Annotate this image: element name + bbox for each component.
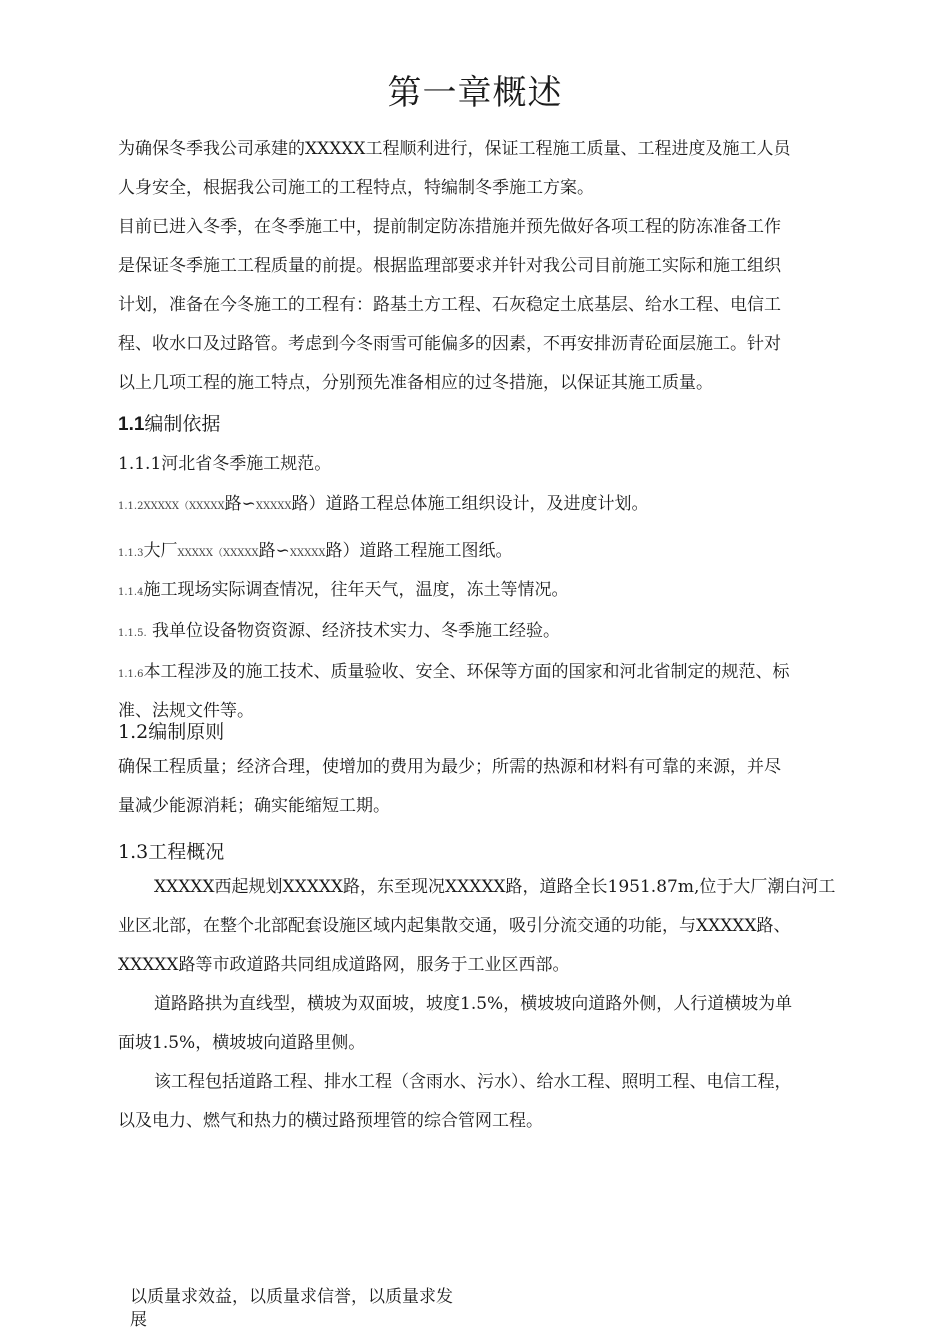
list-item: 1.1.6本工程涉及的施工技术、质量验收、安全、环保等方面的国家和河北省制定的规范、标 bbox=[118, 662, 790, 682]
list-item-continuation: 准、法规文件等。 bbox=[118, 701, 254, 721]
paragraph-line: 以及电力、燃气和热力的横过路预埋管的综合管网工程。 bbox=[118, 1111, 543, 1131]
list-item: 1.1.5. 我单位设备物资资源、经济技术实力、冬季施工经验。 bbox=[118, 621, 561, 641]
item-number: 1.1.1 bbox=[118, 454, 162, 474]
page-footer bbox=[130, 1286, 490, 1332]
list-item: 1.1.1河北省冬季施工规范。 bbox=[118, 454, 332, 474]
paragraph-line: 面坡1.5%，横坡坡向道路里侧。 bbox=[118, 1033, 366, 1053]
intro-line: 是保证冬季施工工程质量的前提。根据监理部要求并针对我公司目前施工实际和施工组织 bbox=[118, 256, 781, 276]
paragraph-line: XXXXX西起规划XXXXX路，东至现况XXXXX路，道路全长1951.87m,位于大厂潮白河工 bbox=[154, 877, 836, 897]
item-number: 1.1.2 bbox=[118, 501, 144, 512]
intro-line: 人身安全，根据我公司施工的工程特点，特编制冬季施工方案。 bbox=[118, 178, 594, 198]
item-number: 1.1.3 bbox=[118, 548, 144, 559]
footer-line: 以质量求效益，以质量求信誉，以质量求发 bbox=[130, 1287, 453, 1307]
intro-line: 为确保冬季我公司承建的XXXXX工程顺利进行，保证工程施工质量、工程进度及施工人员 bbox=[118, 139, 791, 159]
section-1-2-body bbox=[118, 748, 848, 826]
intro-line: 程、收水口及过路管。考虑到今冬雨雪可能偏多的因素，不再安排沥青砼面层施工。针对 bbox=[118, 334, 781, 354]
paragraph-line: 确保工程质量；经济合理，使增加的费用为最少；所需的热源和材料有可靠的来源，并尽 bbox=[118, 757, 781, 777]
intro-line: 计划，准备在今冬施工的工程有：路基土方工程、石灰稳定土底基层、给水工程、电信工 bbox=[118, 295, 781, 315]
section-1-1-list bbox=[118, 446, 848, 729]
item-number: 1.1.4 bbox=[118, 587, 144, 598]
item-number: 1.1.6 bbox=[118, 669, 144, 680]
chapter-title: 第一章概述 bbox=[387, 73, 563, 113]
paragraph-line: 业区北部，在整个北部配套设施区域内起集散交通，吸引分流交通的功能，与XXXXX路、 bbox=[118, 916, 791, 936]
section-number: 1.1 bbox=[118, 414, 145, 435]
section-title: 编制依据 bbox=[144, 413, 221, 435]
item-number: 1.1.5. bbox=[118, 628, 147, 639]
footer-line: 展 bbox=[130, 1310, 147, 1330]
list-item: 1.1.2XXXXX（XXXXX路∽XXXXX路）道路工程总体施工组织设计，及进度计划。 bbox=[118, 494, 649, 514]
paragraph-line: 该工程包括道路工程、排水工程（含雨水、污水）、给水工程、照明工程、电信工程， bbox=[154, 1072, 792, 1092]
paragraph-line: 量减少能源消耗；确实能缩短工期。 bbox=[118, 796, 390, 816]
section-1-1-heading bbox=[118, 409, 848, 440]
paragraph-line: XXXXX路等市政道路共同组成道路网，服务于工业区西部。 bbox=[118, 955, 570, 975]
intro-section bbox=[118, 130, 848, 403]
paragraph-line: 道路路拱为直线型，横坡为双面坡，坡度1.5%，横坡坡向道路外侧，人行道横坡为单 bbox=[154, 994, 793, 1014]
section-1-3-heading: 1.3工程概况 bbox=[118, 841, 225, 863]
section-1-2-heading: 1.2编制原则 bbox=[118, 721, 225, 743]
intro-line: 以上几项工程的施工特点，分别预先准备相应的过冬措施，以保证其施工质量。 bbox=[118, 373, 713, 393]
intro-line: 目前已进入冬季，在冬季施工中，提前制定防冻措施并预先做好各项工程的防冻准备工作 bbox=[118, 217, 781, 237]
section-1-3-body bbox=[118, 868, 848, 1141]
list-item: 1.1.3大厂XXXXX（XXXXX路∽XXXXX路）道路工程施工图纸。 bbox=[118, 541, 513, 561]
list-item: 1.1.4施工现场实际调查情况，往年天气，温度，冻土等情况。 bbox=[118, 580, 569, 600]
